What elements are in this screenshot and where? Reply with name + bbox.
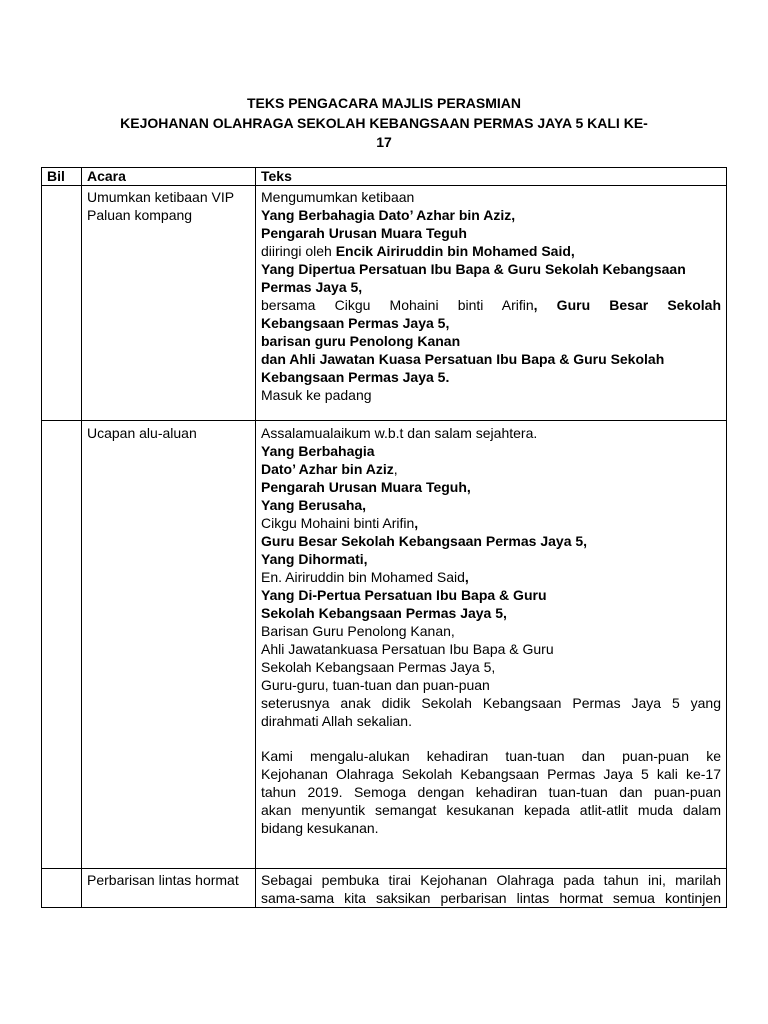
teks-line: Sebagai pembuka tirai Kejohanan Olahraga pada tahun ini, marilah [261, 872, 721, 888]
teks-line: Assalamualaikum w.b.t dan salam sejahtera. [261, 425, 538, 441]
table-row [42, 186, 727, 421]
teks-fragment: En. Airiruddin bin Mohamed Said [261, 569, 465, 585]
teks-line: Kebangsaan Permas Jaya 5, [261, 315, 450, 331]
teks-line: Yang Di-Pertua Persatuan Ibu Bapa & Guru [261, 587, 547, 603]
cell-acara [82, 421, 256, 869]
cell-bil [42, 869, 82, 908]
acara-line: Ucapan alu-aluan [87, 425, 197, 441]
teks-fragment: , [393, 461, 398, 477]
teks-line: bidang kesukanan. [261, 820, 379, 836]
teks-fragment: diiringi oleh [261, 243, 336, 259]
cell-acara [82, 869, 256, 908]
teks-line [261, 568, 721, 586]
cell-acara [82, 186, 256, 421]
teks-line: sama-sama kita saksikan perbarisan lintas hormat semua kontinjen [261, 890, 721, 906]
acara-line: Paluan kompang [87, 207, 193, 223]
cell-bil [42, 421, 82, 869]
document-title-line-1: TEKS PENGACARA MAJLIS PERASMIAN [246, 95, 522, 111]
teks-line: akan menyuntik semangat kesukanan kepada atlit-atlit muda dalam [261, 802, 721, 818]
header-bil: Bil [42, 168, 82, 186]
header-acara: Acara [82, 168, 256, 186]
teks-line: Masuk ke padang [261, 387, 372, 403]
teks-line: Kebangsaan Permas Jaya 5. [261, 369, 450, 385]
teks-fragment: Encik Airiruddin bin Mohamed Said, [335, 243, 575, 259]
acara-line: Perbarisan lintas hormat [87, 872, 239, 888]
teks-line [261, 296, 721, 314]
teks-line: Barisan Guru Penolong Kanan, [261, 623, 455, 639]
teks-line: barisan guru Penolong Kanan [261, 333, 461, 349]
teks-line: Permas Jaya 5, [261, 279, 363, 295]
cell-teks [256, 186, 727, 421]
table-header-row [42, 168, 727, 186]
teks-fragment: , [464, 569, 469, 585]
teks-fragment: , Guru Besar Sekolah [533, 297, 722, 313]
cell-teks [256, 869, 727, 908]
paragraph-gap [261, 730, 721, 747]
teks-line: Yang Berbahagia [261, 443, 375, 459]
table-row [42, 869, 727, 908]
teks-line: seterusnya anak didik Sekolah Kebangsaan Permas Jaya 5 yang [261, 695, 721, 711]
teks-line: Yang Dipertua Persatuan Ibu Bapa & Guru Sekolah Kebangsaan [261, 261, 686, 277]
teks-fragment: Dato’ Azhar bin Aziz [261, 461, 394, 477]
program-table [41, 167, 727, 908]
header-teks: Teks [256, 168, 727, 186]
cell-bil [42, 186, 82, 421]
teks-line: Kami mengalu-alukan kehadiran tuan-tuan dan puan-puan ke [261, 748, 721, 764]
teks-line: dirahmati Allah sekalian. [261, 713, 412, 729]
cell-teks [256, 421, 727, 869]
teks-line [261, 242, 721, 260]
document-title-line-3: 17 [376, 134, 392, 150]
teks-line: Sekolah Kebangsaan Permas Jaya 5, [261, 659, 496, 675]
teks-line: Pengarah Urusan Muara Teguh [261, 225, 467, 241]
teks-fragment: bersama Cikgu Mohaini binti Arifin [261, 297, 534, 313]
teks-fragment: , [414, 515, 419, 531]
teks-line: Sekolah Kebangsaan Permas Jaya 5, [261, 605, 507, 621]
teks-line: Pengarah Urusan Muara Teguh, [261, 479, 471, 495]
teks-line [261, 460, 721, 478]
table-row [42, 421, 727, 869]
document-title-line-2: KEJOHANAN OLAHRAGA SEKOLAH KEBANGSAAN PERMAS JAYA 5 KALI KE- [120, 115, 648, 131]
teks-line: Yang Dihormati, [261, 551, 368, 567]
teks-line: Mengumumkan ketibaan [261, 189, 415, 205]
teks-line: Yang Berbahagia Dato’ Azhar bin Aziz, [261, 207, 516, 223]
teks-line: tahun 2019. Semoga dengan kehadiran tuan-tuan dan puan-puan [261, 784, 721, 800]
teks-line [261, 514, 721, 532]
teks-line: Guru Besar Sekolah Kebangsaan Permas Jaya 5, [261, 533, 588, 549]
teks-line: Ahli Jawatankuasa Persatuan Ibu Bapa & Guru [261, 641, 554, 657]
teks-fragment: Cikgu Mohaini binti Arifin [261, 515, 415, 531]
teks-line: Guru-guru, tuan-tuan dan puan-puan [261, 677, 490, 693]
teks-line: Kejohanan Olahraga Sekolah Kebangsaan Permas Jaya 5 kali ke-17 [261, 766, 721, 782]
teks-line: dan Ahli Jawatan Kuasa Persatuan Ibu Bapa & Guru Sekolah [261, 351, 665, 367]
acara-line: Umumkan ketibaan VIP [87, 189, 235, 205]
teks-line: Yang Berusaha, [261, 497, 367, 513]
